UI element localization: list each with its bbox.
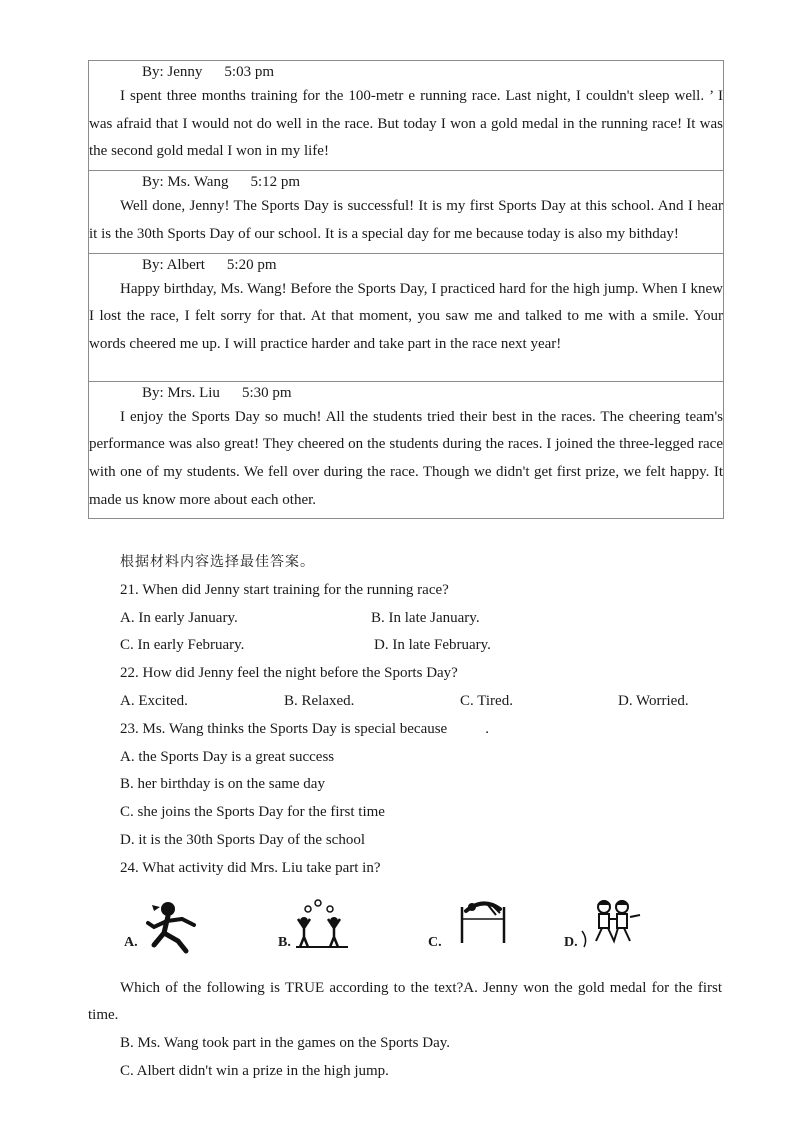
option-c[interactable]: C. Tired. bbox=[460, 692, 513, 709]
option-a[interactable]: A. In early January. bbox=[120, 609, 238, 626]
post-header bbox=[89, 61, 723, 83]
post-author: By: Ms. Wang bbox=[142, 174, 229, 191]
option-c[interactable]: C. she joins the Sports Day for the first time bbox=[120, 804, 385, 821]
option-d[interactable]: D. it is the 30th Sports Day of the school bbox=[120, 831, 365, 848]
q21-options-row-2 bbox=[88, 632, 722, 660]
questions-section bbox=[88, 549, 722, 1086]
option-letter: D. bbox=[564, 934, 578, 950]
question-24: 24. What activity did Mrs. Liu take part in? bbox=[120, 859, 381, 876]
post-albert bbox=[89, 254, 723, 382]
question-23-end: . bbox=[485, 720, 489, 737]
option-c[interactable]: C. In early February. bbox=[120, 637, 245, 654]
option-b[interactable]: B. In late January. bbox=[371, 609, 480, 626]
post-author: By: Jenny bbox=[142, 64, 203, 80]
instruction-text: 根据材料内容选择最佳答案。 bbox=[120, 554, 315, 570]
q22-options-row bbox=[88, 688, 722, 716]
q24-picture-options bbox=[88, 883, 722, 975]
post-text: Well done, Jenny! The Sports Day is successful! It is my first Sports Day at this school. And I hear it is the 30th Sports Day of our school. It is a special day for me because today is also my bithday! bbox=[89, 198, 723, 242]
question-22: 22. How did Jenny feel the night before the Sports Day? bbox=[120, 665, 458, 682]
post-author: By: Mrs. Liu bbox=[142, 384, 220, 401]
option-a[interactable]: A. Excited. bbox=[120, 692, 188, 709]
option-letter: C. bbox=[428, 934, 442, 950]
question-23-text: 23. Ms. Wang thinks the Sports Day is special because bbox=[120, 720, 448, 737]
post-header bbox=[89, 254, 723, 276]
q21-options-row-1 bbox=[88, 605, 722, 633]
ball-game-icon bbox=[278, 895, 368, 957]
option-d-picture[interactable] bbox=[564, 895, 654, 957]
post-time: 5:03 pm bbox=[224, 64, 275, 80]
option-letter: B. bbox=[278, 934, 291, 950]
post-jenny bbox=[89, 61, 723, 171]
option-letter: A. bbox=[124, 934, 138, 950]
runner-icon bbox=[124, 895, 214, 957]
option-d[interactable]: D. Worried. bbox=[618, 692, 689, 709]
post-ms-wang bbox=[89, 171, 723, 253]
question-21: 21. When did Jenny start training for the running race? bbox=[120, 581, 449, 598]
post-header bbox=[89, 171, 723, 193]
post-header bbox=[89, 382, 723, 404]
post-author: By: Albert bbox=[142, 256, 205, 273]
post-text: I spent three months training for the 100-metr e running race. Last night, I couldn't sleep well. ’ I was afraid that I would not do well in the race. But today I won a gold medal in the running race! It was the second gold medal I won in my life! bbox=[89, 88, 723, 160]
option-b-picture[interactable] bbox=[278, 895, 368, 957]
three-legged-race-icon bbox=[564, 895, 654, 957]
message-board bbox=[88, 60, 724, 519]
post-text: Happy birthday, Ms. Wang! Before the Sports Day, I practiced hard for the high jump. When I knew I lost the race, I felt sorry for that. At that moment, you saw me and talked to me with a smile. Your words cheered me up. I will practice harder and take part in the race next year! bbox=[89, 280, 723, 352]
question-23 bbox=[88, 716, 722, 744]
post-time: 5:20 pm bbox=[226, 256, 277, 273]
option-a[interactable]: A. the Sports Day is a great success bbox=[120, 748, 335, 765]
post-time: 5:30 pm bbox=[241, 384, 292, 401]
option-d[interactable]: D. In late February. bbox=[374, 637, 491, 654]
high-jump-icon bbox=[428, 895, 518, 957]
post-text: I enjoy the Sports Day so much! All the students tried their best in the races. The cheering team's performance was also great! They cheered on the students during the races. I joined the three-legged race with one of my students. We fell over during the race. Though we didn't get first prize, we felt happy. It made us know more about each other. bbox=[89, 408, 723, 508]
option-a-picture[interactable] bbox=[124, 895, 214, 957]
option-c[interactable]: C. Albert didn't win a prize in the high jump. bbox=[120, 1062, 389, 1079]
option-b[interactable]: B. Relaxed. bbox=[284, 692, 355, 709]
option-b[interactable]: B. Ms. Wang took part in the games on the Sports Day. bbox=[120, 1035, 451, 1052]
post-time: 5:12 pm bbox=[250, 174, 301, 191]
option-b[interactable]: B. her birthday is on the same day bbox=[120, 776, 325, 793]
post-mrs-liu bbox=[89, 382, 723, 520]
option-c-picture[interactable] bbox=[428, 895, 518, 957]
question-25: Which of the following is TRUE according to the text?A. Jenny won the gold medal for the first time. bbox=[88, 979, 722, 1024]
